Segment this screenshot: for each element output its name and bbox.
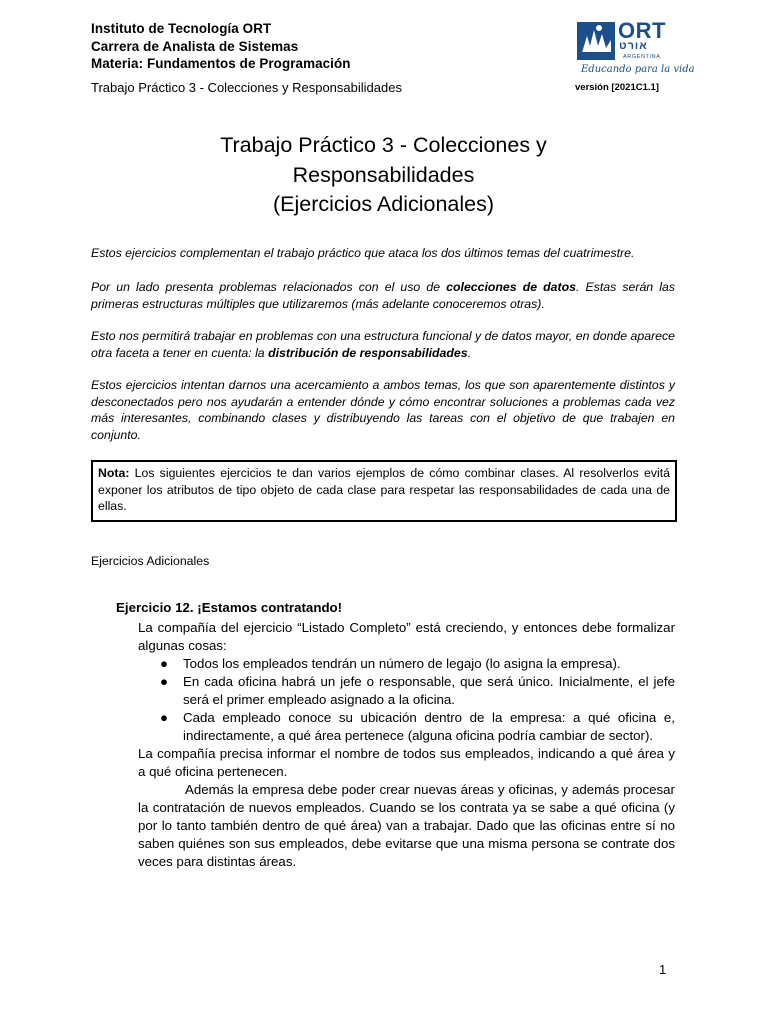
list-item <box>138 655 675 673</box>
list-item-text: Todos los empleados tendrán un número de legajo (lo asigna la empresa). <box>183 656 621 671</box>
exercise-paragraph-3: Además la empresa debe poder crear nuevas áreas y oficinas, y además procesar la contratación de nuevos empleados. Cuando se los contrata ya se sabe a qué oficina (y por lo tanto también dentro de qué área) van a trabajar. Dado que las oficinas entre sí no saben quiénes son sus empleados, debe evitarse que una misma persona se contrate dos veces para distintas áreas. <box>138 782 675 869</box>
course-name: Materia: Fundamentos de Programación <box>91 56 351 71</box>
intro-paragraph-1: Estos ejercicios complementan el trabajo práctico que ataca los dos últimos temas del cuatrimestre. <box>91 246 635 260</box>
intro-paragraph-2 <box>91 279 675 312</box>
title-line-1: Trabajo Práctico 3 - Colecciones y <box>220 133 547 157</box>
intro-paragraph-4: Estos ejercicios intentan darnos una acercamiento a ambos temas, los que son aparentemente distintos y desconectados pero nos ayudarán a entender dónde y cómo encontrar soluciones a problemas cada vez más interesantes, combinando clases y distribuyendo las tareas con el objetivo de que trabajen en conjunto. <box>91 378 675 442</box>
note-box <box>91 460 677 522</box>
intro-p2-text-end: . Estas serán las primeras estructuras múltiples que utilizaremos (más adelante conoceremos otras). <box>91 280 675 311</box>
logo-slogan: Educando para la vida <box>581 64 695 75</box>
intro-p2-text: Por un lado presenta problemas relacionados con el uso de <box>91 280 447 294</box>
bullet-icon: ● <box>160 674 169 689</box>
intro-p3-bold: distribución de responsabilidades <box>268 345 468 360</box>
section-title: Ejercicios Adicionales <box>91 554 210 568</box>
title-line-2: Responsabilidades <box>292 162 475 187</box>
logo-hebrew: אורט <box>619 40 648 52</box>
header-subtitle: Trabajo Práctico 3 - Colecciones y Responsabilidades <box>91 80 402 95</box>
institution-name: Instituto de Tecnología ORT <box>91 21 272 36</box>
list-item-text: Cada empleado conoce su ubicación dentro de la empresa: a qué oficina e, indirectamente, a qué área pertenece (alguna oficina podría cambiar de sector). <box>183 710 675 743</box>
logo-country: ARGENTINA <box>623 54 661 60</box>
note-text: Los siguientes ejercicios te dan varios ejemplos de cómo combinar clases. Al resolverlos evitá exponer los atributos de tipo objeto de cada clase para respetar las responsabilidades de cada una de ellas. <box>98 466 670 513</box>
ort-logo <box>577 18 695 80</box>
logo-emblem-icon <box>577 22 615 60</box>
exercise-bullet-list <box>138 655 675 745</box>
version-label: versión [2021C1.1] <box>575 82 659 93</box>
document-title <box>91 131 676 220</box>
list-item <box>138 709 675 745</box>
intro-p3-text-end: . <box>467 345 472 360</box>
exercise-paragraph-2: La compañía precisa informar el nombre de todos sus empleados, indicando a qué área y a qué oficina pertenecen. <box>138 746 675 779</box>
page-number: 1 <box>659 962 667 977</box>
intro-p3-text: Esto nos permitirá trabajar en problemas con una estructura funcional y de datos mayor, en donde aparece otra faceta a tener en cuenta: la <box>91 329 675 360</box>
intro-paragraph-3 <box>91 328 675 361</box>
career-name: Carrera de Analista de Sistemas <box>91 38 299 54</box>
exercise-body <box>138 619 675 871</box>
exercise-intro: La compañía del ejercicio “Listado Completo” está creciendo, y entonces debe formalizar algunas cosas: <box>138 620 675 653</box>
title-line-3: (Ejercicios Adicionales) <box>272 192 495 216</box>
exercise-title: Ejercicio 12. ¡Estamos contratando! <box>116 600 343 615</box>
header-block <box>91 20 511 73</box>
bullet-icon: ● <box>160 710 169 725</box>
note-label: Nota: <box>98 466 130 480</box>
list-item-text: En cada oficina habrá un jefe o responsable, que será único. Inicialmente, el jefe será el primer empleado asignado a la oficina. <box>183 674 675 707</box>
bullet-icon: ● <box>160 656 169 671</box>
list-item <box>138 673 675 709</box>
intro-p2-bold: colecciones de datos <box>446 280 576 294</box>
logo-wordmark: ORT <box>618 18 666 43</box>
